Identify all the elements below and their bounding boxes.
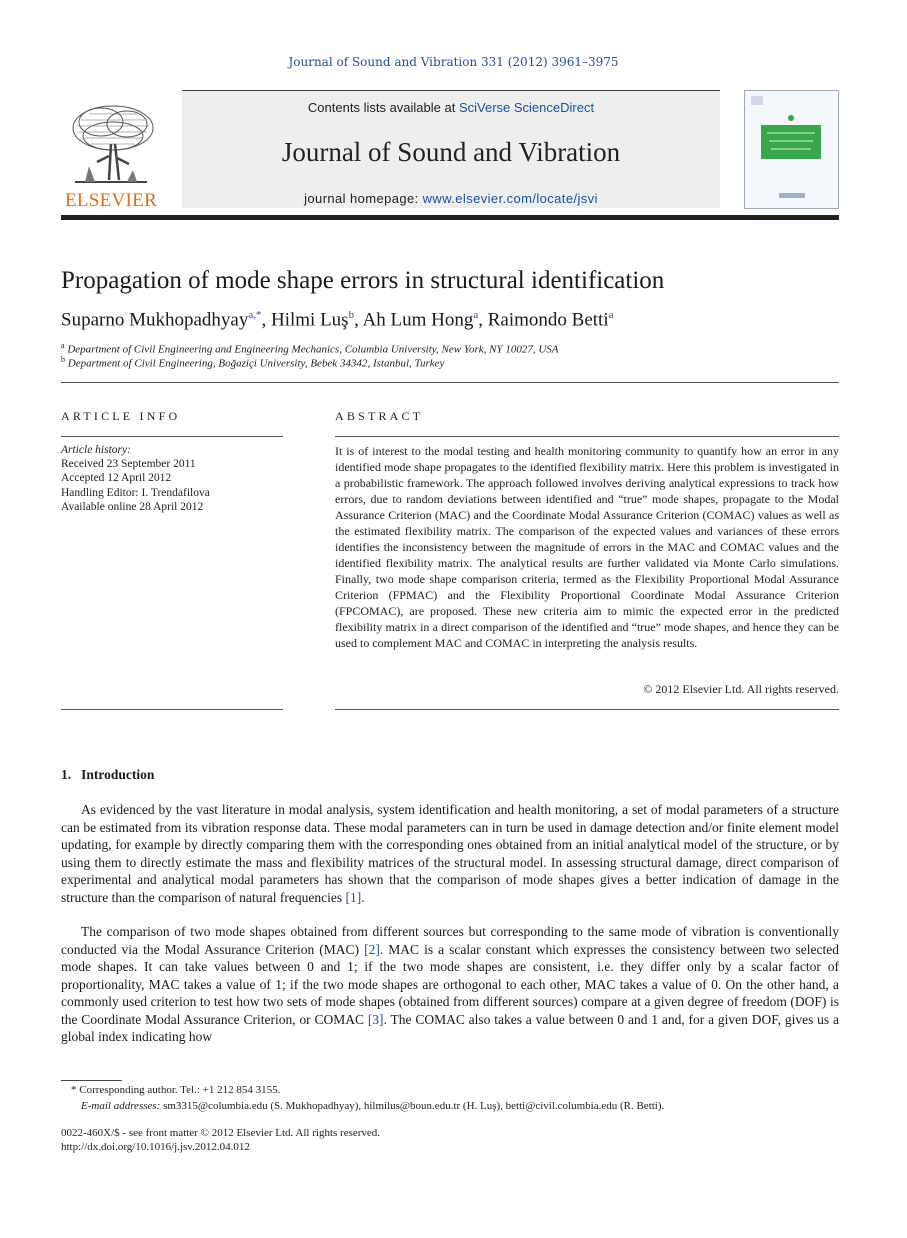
email-label: E-mail addresses: <box>81 1100 161 1112</box>
paragraph-text: . The COMAC also takes a value between 0 and 1 and, for a given DOF, gives us a global index indicating how <box>61 1011 839 1044</box>
author-separator: , <box>261 309 271 331</box>
author-affiliation-mark[interactable]: a <box>473 309 479 321</box>
affiliation-label: a <box>61 341 65 350</box>
publisher-logo <box>61 100 161 212</box>
introduction-heading <box>61 767 154 783</box>
history-item: Received 23 September 2011 <box>61 458 196 471</box>
header-rule <box>61 215 839 220</box>
abstract-heading: ABSTRACT <box>335 409 424 423</box>
publisher-name: ELSEVIER <box>64 190 158 211</box>
author-name[interactable]: Suparno Mukhopadhyay <box>61 309 249 331</box>
paragraph-text: . <box>361 889 365 905</box>
paragraph-text: The comparison of two mode shapes obtained from different sources but corresponding to the same mode of vibration is conventionally conducted via the Modal Assurance Criterion (MAC) <box>61 924 839 957</box>
homepage-line <box>182 191 720 206</box>
doi-link[interactable]: http://dx.doi.org/10.1016/j.jsv.2012.04.012 <box>61 1141 250 1153</box>
contents-line <box>182 100 720 115</box>
author-affiliation-mark[interactable]: a <box>608 309 614 321</box>
article-info-rule <box>61 436 283 437</box>
affiliation <box>61 355 444 370</box>
email-list[interactable]: sm3315@columbia.edu (S. Mukhopadhyay), hilmilus@boun.edu.tr (H. Luş), betti@civil.columbia.edu (R. Betti). <box>160 1100 665 1112</box>
citation-ref[interactable]: [3] <box>367 1011 384 1027</box>
author-separator: , <box>354 309 363 331</box>
front-matter: 0022-460X/$ - see front matter © 2012 Elsevier Ltd. All rights reserved. <box>61 1127 381 1139</box>
journal-masthead <box>182 90 720 208</box>
article-history <box>61 443 283 514</box>
citation-ref[interactable]: [1] <box>345 889 362 905</box>
body-paragraph <box>61 801 839 906</box>
section-title: Introduction <box>81 767 155 782</box>
footnote-corresponding: * Corresponding author. Tel.: +1 212 854 3155. <box>71 1084 281 1096</box>
history-item: Handling Editor: I. Trendafilova <box>61 486 210 499</box>
citation-ref[interactable]: [2] <box>364 941 380 957</box>
affiliation-text: Department of Civil Engineering, Boğaziçi University, Bebek 34342, Istanbul, Turkey <box>67 357 445 370</box>
author-affiliation-mark[interactable]: b <box>348 309 355 321</box>
author-name[interactable]: Raimondo Betti <box>487 309 609 331</box>
history-label: Article history: <box>61 444 131 456</box>
history-item: Available online 28 April 2012 <box>61 500 204 513</box>
footnote-emails <box>61 1100 839 1112</box>
contents-prefix: Contents lists available at <box>307 100 459 115</box>
journal-citation[interactable]: Journal of Sound and Vibration 331 (2012) 3961–3975 <box>288 55 619 69</box>
section-number: 1. <box>61 767 72 782</box>
abstract-copyright: © 2012 Elsevier Ltd. All rights reserved. <box>643 682 839 696</box>
abstract-bottom-rule <box>335 709 839 710</box>
tree-logo-icon <box>61 100 161 188</box>
article-info-heading: ARTICLE INFO <box>61 409 181 423</box>
body-paragraph <box>61 923 839 1046</box>
affiliation-text: Department of Civil Engineering and Engineering Mechanics, Columbia University, New York, NY 10027, USA <box>67 343 559 356</box>
author-affiliation-mark[interactable]: a,* <box>248 309 262 321</box>
abstract-rule <box>335 436 839 437</box>
journal-cover <box>744 90 839 209</box>
journal-title: Journal of Sound and Vibration <box>281 137 621 167</box>
author-name[interactable]: Hilmi Luş <box>270 309 349 331</box>
homepage-link[interactable]: www.elsevier.com/locate/jsvi <box>422 191 598 206</box>
affiliation <box>61 341 559 356</box>
section-rule <box>61 382 839 383</box>
article-info-bottom-rule <box>61 709 283 710</box>
author-list <box>61 309 614 331</box>
sciencedirect-link[interactable]: SciVerse ScienceDirect <box>458 100 595 115</box>
history-item: Accepted 12 April 2012 <box>61 472 172 485</box>
homepage-prefix: journal homepage: <box>304 191 423 206</box>
abstract-text: It is of interest to the modal testing and health monitoring community to quantify how an error in any identified mode shape propagates to the identified flexibility matrix. Here this problem is investigated in a probabilistic framework. The approach followed involves deriving analytical expressions to track how errors, due to random deviations between identified and “true” mode shapes, propagate to the Modal Assurance Criterion (MAC) and the Coordinate Modal Assurance Criterion (COMAC) values as well as the estimated flexibility matrix. The comparison of the expected values and variances of these errors identifies the inconsistency between the magnitude of errors in the MAC and COMAC values and the identified flexibility matrix. The analytical results are further validated via Monte Carlo simulations. Finally, two mode shape comparison criteria, termed as the Flexibility Proportional Modal Assurance Criterion (FPMAC) and the Flexibility Proportional Coordinate Modal Assurance Criterion (FPCOMAC), are proposed. These new criteria aim to mimic the expected error in the predicted flexibility matrix in a direct comparison of the identified and “true” mode shapes, and hence they can be used to complement MAC and COMAC in interpreting the analysis results. <box>335 444 839 650</box>
footnote-rule <box>61 1080 122 1081</box>
journal-cover-icon <box>745 91 838 208</box>
author-separator: , <box>478 309 488 331</box>
affiliation-label: b <box>61 355 65 364</box>
article-title: Propagation of mode shape errors in structural identification <box>61 267 665 294</box>
author-name[interactable]: Ah Lum Hong <box>362 309 474 331</box>
paragraph-text: . MAC is a scalar constant which expresses the consistency between two selected mode shapes. It can take values between 0 and 1; if the two mode shapes are consistent, i.e. they differ only by a scalar factor of proportionality, MAC takes a value of 1; if the two mode shapes are orthogonal to each other, MAC takes a value of 0. On the other hand, a commonly used criterion to test how two sets of mode shapes (obtained from different sources) compare at a given degree of freedom (DOF) is the Coordinate Modal Assurance Criterion, or COMAC <box>61 941 839 1027</box>
paragraph-text: As evidenced by the vast literature in modal analysis, system identification and health monitoring, a set of modal parameters of a structure can be estimated from its vibration response data. These modal parameters can in turn be used in damage detection and/or finite element model updating, for example by directly comparing them with the corresponding ones obtained from an initial analytical model of the structure, or by using them to directly estimate the mass and flexibility matrices of the structural model. In assessing structural damage, direct comparison of experimental and analytical modal parameters has shown that the comparison of mode shapes gives a better indication of damage in the structure than the comparison of natural frequencies <box>61 802 839 905</box>
